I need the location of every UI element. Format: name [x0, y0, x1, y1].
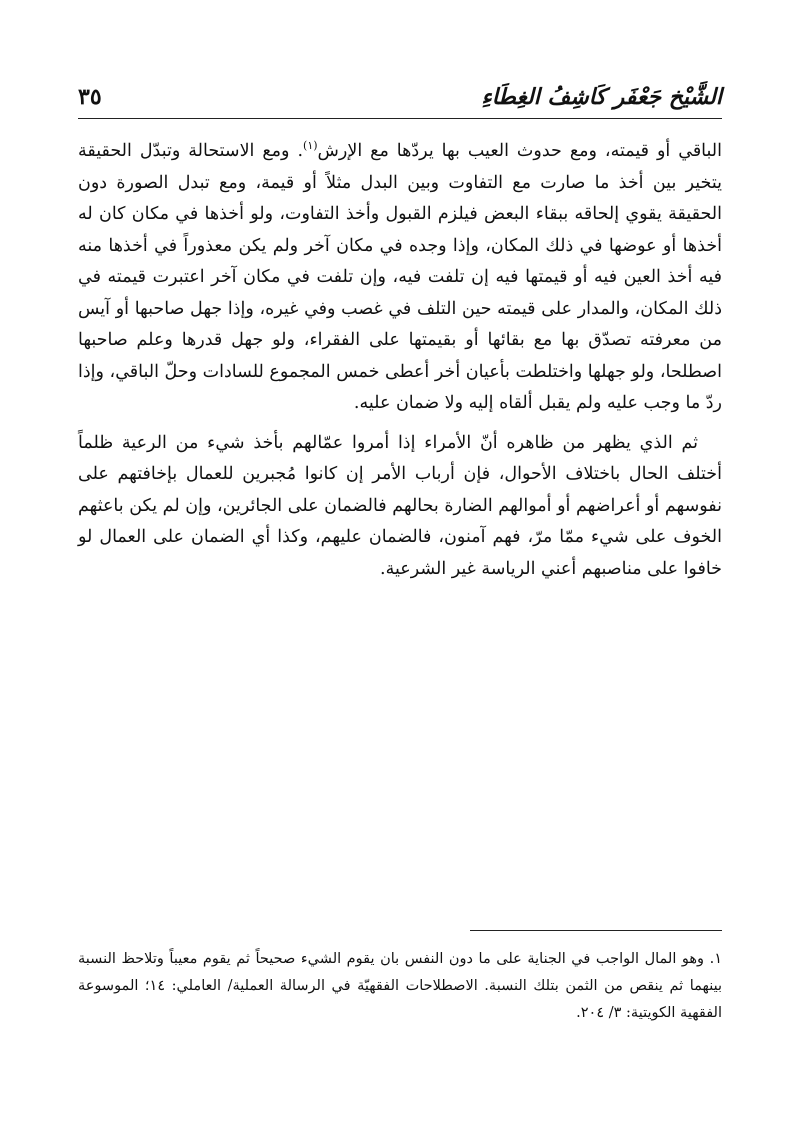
page-number: ٣٥ [78, 84, 102, 110]
paragraph-1 [78, 136, 722, 420]
footnote-reference-1[interactable]: (١) [303, 139, 318, 153]
footnote-1: ١. وهو المال الواجب في الجناية على ما دون النفس بان يقوم الشيء صحيحاً ثم يقوم معيباً وتلاحظ النسبة بينهما ثم ينقص من الثمن بتلك النسبة. الاصطلاحات الفقهيّة في الرسالة العملية/ العاملي: ١٤؛ الموسوعة الفقهية الكويتية: ٣/ ٢٠٤. [78, 951, 722, 1021]
paragraph-1-text-after: . ومع الاستحالة وتبدّل الحقيقة يتخير بين أخذ ما صارت مع التفاوت وبين البدل مثلاً أو قيمة، ومع تبدل الصورة دون الحقيقة يقوي إلحاقه ببقاء البعض فيلزم القبول وأخذ التفاوت، ولو أخذها في مكان كان له أخذها أو عوضها في ذلك المكان، وإذا وجده في مكان آخر ولم يكن معذوراً في أخذها منه فيه أخذ العين فيه أو قيمتها فيه إن تلفت فيه، وإن تلفت في مكان آخر اعتبرت قيمته في ذلك المكان، والمدار على قيمته حين التلف في غصب وفي غيره، وإذا جهل صاحبها أو آيس من معرفته تصدّق بها مع بقائها أو بقيمتها على الفقراء، ولو جهل قدرها وعلم صاحبها اصطلحا، ولو جهلها واختلطت بأعيان أخر أعطى خمس المجموع للسادات وحلّ الباقي، وإذا ردّ ما وجب عليه ولم يقبل ألقاه إليه ولا ضمان عليه. [78, 141, 722, 413]
running-title: الشَّيْخ جَعْفَر كَاشِفُ الغِطَاءِ [481, 84, 722, 110]
footnote-rule [470, 930, 722, 931]
page-header [78, 78, 722, 118]
main-text [78, 136, 722, 585]
paragraph-2: ثم الذي يظهر من ظاهره أنّ الأمراء إذا أمروا عمّالهم بأخذ شيء من الرعية ظلماً أختلف الحال باختلاف الأحوال، فإن أرباب الأمر إن كانوا مُجبرين للعمال بإخافتهم على نفوسهم أو أعراضهم أو أموالهم الضارة بحالهم فالضمان على الجائرين، وإن لم يكن باعثهم الخوف على شيء ممّا مرّ، فهم آمنون، فالضمان عليهم، وكذا أي الضمان على العمال لو خافوا على مناصبهم أعني الرياسة غير الشرعية. [78, 432, 722, 579]
paragraph-1-text-before: الباقي أو قيمته، ومع حدوث العيب بها يردّها مع الإرش [317, 141, 722, 161]
header-rule [78, 118, 722, 119]
footnotes [78, 946, 722, 1027]
